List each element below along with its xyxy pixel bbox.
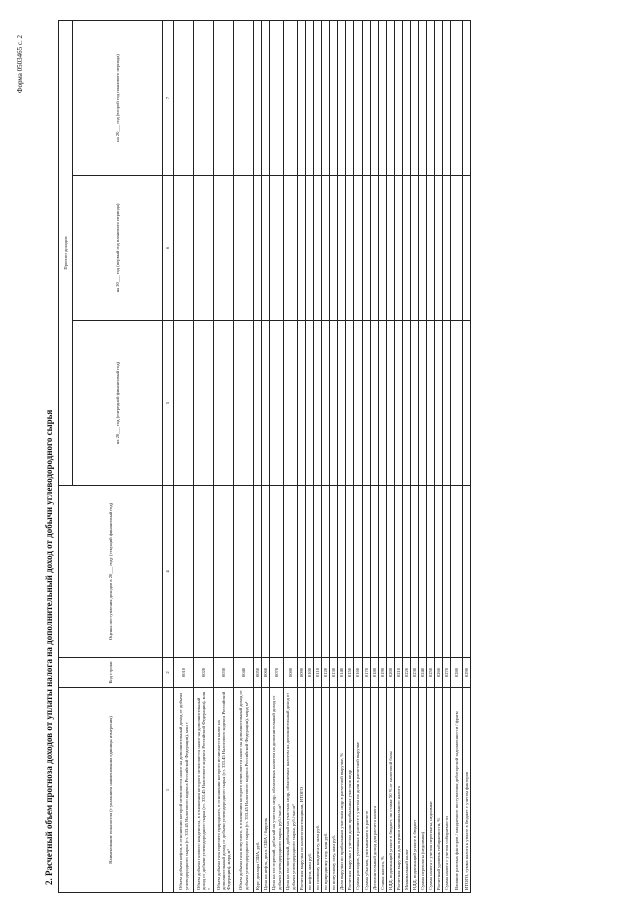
- row-indicator-name: ИТОГО, сумма налога к уплате в бюджет с учетом факторов: [463, 688, 471, 893]
- row-code: 0290: [463, 658, 471, 688]
- value-cell[interactable]: [314, 21, 322, 176]
- row-code: 0200: [387, 658, 395, 688]
- value-cell[interactable]: [419, 486, 427, 658]
- value-cell[interactable]: [379, 321, 387, 486]
- value-cell[interactable]: [346, 321, 354, 486]
- value-cell[interactable]: [214, 176, 234, 321]
- value-cell[interactable]: [387, 176, 395, 321]
- table-row: [346, 21, 354, 893]
- header-forecast-group: Прогноз доходов: [59, 21, 73, 486]
- value-cell[interactable]: [427, 486, 435, 658]
- row-indicator-name: по газовому конденсату, млн руб.: [314, 688, 322, 893]
- value-cell[interactable]: [387, 21, 395, 176]
- value-cell[interactable]: [395, 176, 403, 321]
- row-indicator-name: НДД, подлежащий уплате в бюджет, по ставке 50 % от налоговой базы: [387, 688, 395, 893]
- value-cell[interactable]: [387, 321, 395, 486]
- value-cell[interactable]: [262, 21, 270, 176]
- value-cell[interactable]: [298, 176, 306, 321]
- row-indicator-name: Сумма налога с учетом собираемости: [443, 688, 451, 893]
- value-cell[interactable]: [194, 176, 214, 321]
- value-cell[interactable]: [451, 176, 463, 321]
- value-cell[interactable]: [403, 486, 411, 658]
- row-indicator-name: Объем добычи газа попутного, в отношении которого исчисляется налог на дополнительный доход от добычи углеводородного сырья (ст. 333.45 Налогового кодекса Российской Федерации), млрд м³: [234, 688, 254, 893]
- value-cell[interactable]: [322, 486, 330, 658]
- row-code: 0280: [451, 658, 463, 688]
- value-cell[interactable]: [194, 21, 214, 176]
- table-row: [194, 21, 214, 893]
- value-cell[interactable]: [270, 21, 284, 176]
- value-cell[interactable]: [363, 176, 371, 321]
- value-cell[interactable]: [443, 176, 451, 321]
- table-row: [284, 21, 298, 893]
- value-cell[interactable]: [338, 21, 346, 176]
- row-indicator-name: Расчетная выручка по налогоплательщикам, ИТОГО: [298, 688, 306, 893]
- value-cell[interactable]: [379, 486, 387, 658]
- value-cell[interactable]: [419, 21, 427, 176]
- value-cell[interactable]: [435, 486, 443, 658]
- row-code: 0190: [379, 658, 387, 688]
- table-row: [322, 21, 330, 893]
- row-code: 0180: [371, 658, 379, 688]
- value-cell[interactable]: [234, 321, 254, 486]
- row-code: 0030: [214, 658, 234, 688]
- value-cell[interactable]: [330, 486, 338, 658]
- table-row: [435, 21, 443, 893]
- table-body: [174, 21, 471, 893]
- header-indicator: Наименование показателя (с указанием наименования единицы измерения): [59, 688, 163, 893]
- row-indicator-name: Сумма расходов, учтенных в расчете с учетом их доли в расчетной выручке: [354, 688, 363, 893]
- table-row: [363, 21, 371, 893]
- value-cell[interactable]: [427, 176, 435, 321]
- value-cell[interactable]: [371, 176, 379, 321]
- row-indicator-name: Цена на нефть, долл. США / баррель: [262, 688, 270, 893]
- value-cell[interactable]: [234, 486, 254, 658]
- value-cell[interactable]: [371, 21, 379, 176]
- table-row: [371, 21, 379, 893]
- value-cell[interactable]: [411, 21, 419, 176]
- row-code: 0120: [322, 658, 330, 688]
- value-cell[interactable]: [314, 176, 322, 321]
- value-cell[interactable]: [330, 176, 338, 321]
- value-cell[interactable]: [443, 321, 451, 486]
- value-cell[interactable]: [354, 321, 363, 486]
- table-row: [354, 21, 363, 893]
- value-cell[interactable]: [379, 176, 387, 321]
- value-cell[interactable]: [419, 321, 427, 486]
- row-code: 0060: [262, 658, 270, 688]
- table-row: [403, 21, 411, 893]
- value-cell[interactable]: [411, 486, 419, 658]
- row-indicator-name: Расчетная выручка для оценки минимального налога: [395, 688, 403, 893]
- table-row: [262, 21, 270, 893]
- header-code: Код строки: [59, 658, 163, 688]
- value-cell[interactable]: [354, 486, 363, 658]
- value-cell[interactable]: [363, 21, 371, 176]
- value-cell[interactable]: [284, 21, 298, 176]
- value-cell[interactable]: [314, 486, 322, 658]
- form-code: Форма 0503465 с. 2: [16, 34, 24, 93]
- header-year1: на 20___ год (очередной финансовый год): [73, 321, 163, 486]
- value-cell[interactable]: [214, 21, 234, 176]
- row-code: 0050: [254, 658, 262, 688]
- value-cell[interactable]: [330, 321, 338, 486]
- col-number: 1: [163, 688, 174, 893]
- value-cell[interactable]: [379, 21, 387, 176]
- value-cell[interactable]: [234, 21, 254, 176]
- value-cell[interactable]: [435, 176, 443, 321]
- value-cell[interactable]: [284, 486, 298, 658]
- value-cell[interactable]: [463, 176, 471, 321]
- col-number: 2: [163, 658, 174, 688]
- table-row: [443, 21, 451, 893]
- row-code: 0260: [435, 658, 443, 688]
- table-row: [427, 21, 435, 893]
- row-indicator-name: Минимальный налог: [403, 688, 411, 893]
- value-cell[interactable]: [451, 321, 463, 486]
- value-cell[interactable]: [411, 176, 419, 321]
- row-code: 0270: [443, 658, 451, 688]
- value-cell[interactable]: [270, 321, 284, 486]
- value-cell[interactable]: [254, 321, 262, 486]
- row-code: 0100: [306, 658, 314, 688]
- value-cell[interactable]: [338, 486, 346, 658]
- row-indicator-name: Курс доллара США, руб.: [254, 688, 262, 893]
- value-cell[interactable]: [262, 321, 270, 486]
- row-code: 0160: [354, 658, 363, 688]
- table-row: [451, 21, 463, 893]
- value-cell[interactable]: [451, 21, 463, 176]
- value-cell[interactable]: [338, 321, 346, 486]
- table-row: [395, 21, 403, 893]
- table-row: [314, 21, 322, 893]
- forecast-table: [58, 20, 471, 893]
- value-cell[interactable]: [395, 486, 403, 658]
- table-row: [387, 21, 395, 893]
- header-year3: на 20___ год (второй год планового периода): [73, 21, 163, 176]
- value-cell[interactable]: [270, 176, 284, 321]
- row-code: 0170: [363, 658, 371, 688]
- row-code: 0230: [411, 658, 419, 688]
- value-cell[interactable]: [314, 321, 322, 486]
- value-cell[interactable]: [306, 176, 314, 321]
- value-cell[interactable]: [174, 486, 194, 658]
- row-indicator-name: Сумма налога с учетом переплаты, недоимки: [427, 688, 435, 893]
- value-cell[interactable]: [463, 486, 471, 658]
- row-code: 0070: [270, 658, 284, 688]
- value-cell[interactable]: [298, 21, 306, 176]
- value-cell[interactable]: [371, 486, 379, 658]
- row-indicator-name: Влияние разовых факторов / ожидаемого поступления дебиторской задолженности / фрагм: [451, 688, 463, 893]
- value-cell[interactable]: [354, 21, 363, 176]
- value-cell[interactable]: [463, 321, 471, 486]
- value-cell[interactable]: [463, 21, 471, 176]
- value-cell[interactable]: [443, 486, 451, 658]
- row-indicator-name: по нефти, млн руб.: [306, 688, 314, 893]
- value-cell[interactable]: [234, 176, 254, 321]
- value-cell[interactable]: [270, 486, 284, 658]
- value-cell[interactable]: [403, 321, 411, 486]
- row-code: 0130: [330, 658, 338, 688]
- table-row: [463, 21, 471, 893]
- value-cell[interactable]: [284, 176, 298, 321]
- value-cell[interactable]: [346, 176, 354, 321]
- value-cell[interactable]: [306, 486, 314, 658]
- value-cell[interactable]: [194, 486, 214, 658]
- row-indicator-name: Сумма переплаты (недоимки): [419, 688, 427, 893]
- row-code: 0080: [284, 658, 298, 688]
- row-code: 0250: [427, 658, 435, 688]
- col-number: 4: [163, 486, 174, 658]
- value-cell[interactable]: [306, 21, 314, 176]
- value-cell[interactable]: [306, 321, 314, 486]
- value-cell[interactable]: [354, 176, 363, 321]
- row-indicator-name: Цена на газ горючий, добытый на участках недр, облагаемых налогом на дополнительный доход от добычи углеводородного сырья, руб./тыс.м³: [270, 688, 284, 893]
- row-indicator-name: Объем добычи газового конденсата, в отношении которого исчисляется налог на дополнительный доход от добычи углеводородного сырья (ст. 333.45 Налогового кодекса Российской Федерации), млн т: [194, 688, 214, 893]
- row-indicator-name: по природному газу, млн руб.: [322, 688, 330, 893]
- value-cell[interactable]: [395, 21, 403, 176]
- row-code: 0140: [338, 658, 346, 688]
- table-row: [330, 21, 338, 893]
- value-cell[interactable]: [284, 321, 298, 486]
- value-cell[interactable]: [419, 176, 427, 321]
- table-row: [411, 21, 419, 893]
- row-code: 0150: [346, 658, 354, 688]
- value-cell[interactable]: [395, 321, 403, 486]
- value-cell[interactable]: [298, 486, 306, 658]
- section-title: 2. Расчетный объем прогноза доходов от уплаты налога на дополнительный доход от добычи углеводородного сырья: [44, 409, 54, 885]
- row-indicator-name: Объем добычи газа горючего природного, в отношении которого исчисляется налог на дополнительный доход от добычи углеводородного сырья (ст. 333.45 Налогового кодекса Российской Федерации), млрд м³: [214, 688, 234, 893]
- table-row: [298, 21, 306, 893]
- value-cell[interactable]: [363, 486, 371, 658]
- table-row: [338, 21, 346, 893]
- table-row: [270, 21, 284, 893]
- value-cell[interactable]: [322, 21, 330, 176]
- row-indicator-name: Ставка налога, %: [379, 688, 387, 893]
- row-indicator-name: Доля выручки по прибыльным участкам недр в расчетной выручке, %: [338, 688, 346, 893]
- value-cell[interactable]: [194, 321, 214, 486]
- header-year2: на 20___ год (первый год планового периода): [73, 176, 163, 321]
- value-cell[interactable]: [427, 321, 435, 486]
- row-code: 0090: [298, 658, 306, 688]
- value-cell[interactable]: [387, 486, 395, 658]
- value-cell[interactable]: [330, 21, 338, 176]
- value-cell[interactable]: [403, 176, 411, 321]
- table-row: [379, 21, 387, 893]
- value-cell[interactable]: [363, 321, 371, 486]
- value-cell[interactable]: [451, 486, 463, 658]
- value-cell[interactable]: [262, 486, 270, 658]
- value-cell[interactable]: [346, 486, 354, 658]
- header-estimate: Оценка поступления доходов в 20___ году (текущий финансовый год): [59, 486, 163, 658]
- table-row: [254, 21, 262, 893]
- value-cell[interactable]: [411, 321, 419, 486]
- value-cell[interactable]: [427, 21, 435, 176]
- row-code: 0240: [419, 658, 427, 688]
- value-cell[interactable]: [262, 176, 270, 321]
- value-cell[interactable]: [214, 486, 234, 658]
- row-code: 0210: [395, 658, 403, 688]
- row-indicator-name: Сумма убытков, учитываемого в расчете: [363, 688, 371, 893]
- value-cell[interactable]: [322, 176, 330, 321]
- value-cell[interactable]: [254, 486, 262, 658]
- table-row: [419, 21, 427, 893]
- value-cell[interactable]: [435, 21, 443, 176]
- value-cell[interactable]: [338, 176, 346, 321]
- row-code: 0040: [234, 658, 254, 688]
- row-code: 0110: [314, 658, 322, 688]
- row-code: 0220: [403, 658, 411, 688]
- value-cell[interactable]: [254, 21, 262, 176]
- row-indicator-name: Дополнительный доход для расчета налога: [371, 688, 379, 893]
- value-cell[interactable]: [435, 321, 443, 486]
- column-numbers-row: [163, 21, 174, 893]
- col-number: 5: [163, 321, 174, 486]
- row-code: 0020: [194, 658, 214, 688]
- value-cell[interactable]: [254, 176, 262, 321]
- row-indicator-name: НДД, подлежащий уплате в бюджет: [411, 688, 419, 893]
- value-cell[interactable]: [174, 176, 194, 321]
- row-code: 0010: [174, 658, 194, 688]
- value-cell[interactable]: [346, 21, 354, 176]
- value-cell[interactable]: [298, 321, 306, 486]
- value-cell[interactable]: [371, 321, 379, 486]
- table-row: [174, 21, 194, 893]
- value-cell[interactable]: [403, 21, 411, 176]
- row-indicator-name: Расчетный уровень собираемости, %: [435, 688, 443, 893]
- row-indicator-name: по попутному газу, млн руб.: [330, 688, 338, 893]
- table-row: [214, 21, 234, 893]
- value-cell[interactable]: [174, 321, 194, 486]
- row-indicator-name: Объем добычи нефти, в отношении которой исчисляется налог на дополнительный доход от добычи углеводородного сырья (ст. 333.45 Налогового кодекса Российской Федерации), млн т: [174, 688, 194, 893]
- col-number: 7: [163, 21, 174, 176]
- row-indicator-name: Расчетная выручка с учетом доли прибыльных участков недр: [346, 688, 354, 893]
- value-cell[interactable]: [443, 21, 451, 176]
- value-cell[interactable]: [322, 321, 330, 486]
- value-cell[interactable]: [174, 21, 194, 176]
- row-indicator-name: Цена на газ попутный, добытый на участках недр, облагаемых налогом на дополнительный доход от добычи углеводородного сырья, руб./тыс.м³: [284, 688, 298, 893]
- table-row: [306, 21, 314, 893]
- col-number: 6: [163, 176, 174, 321]
- value-cell[interactable]: [214, 321, 234, 486]
- table-row: [234, 21, 254, 893]
